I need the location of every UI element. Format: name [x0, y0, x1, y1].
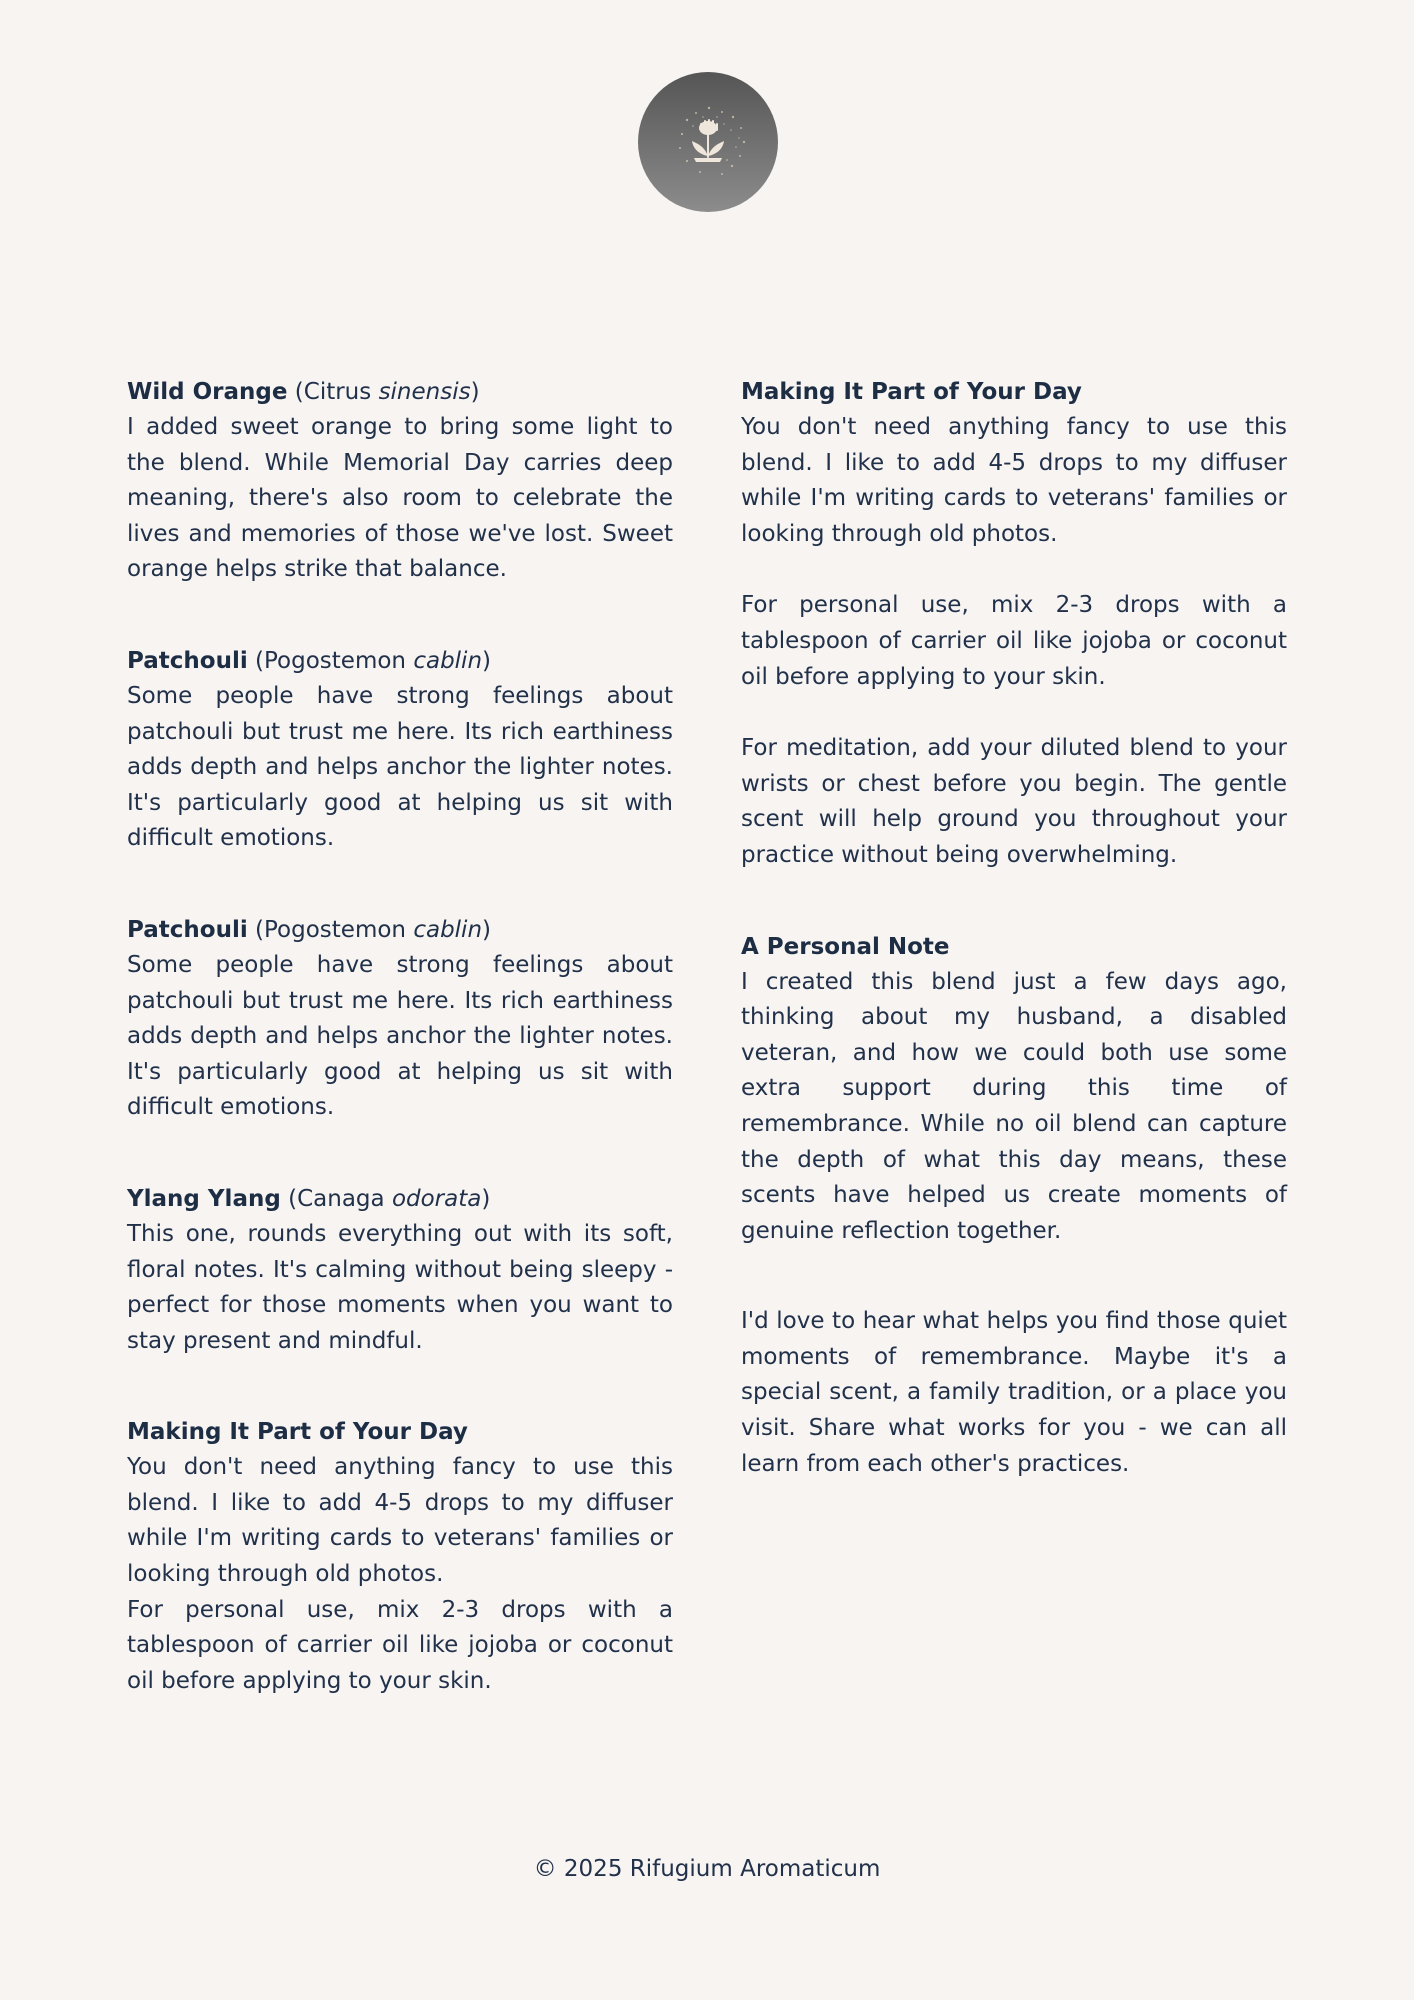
personal-note-section [741, 929, 1287, 1483]
oil-latin-name: (Pogostemon cablin) [255, 916, 492, 943]
footer-copyright: © 2025 Rifugium Aromaticum [533, 1856, 881, 1882]
oil-ylang-ylang [127, 1181, 673, 1359]
personal-note-paragraph: I created this blend just a few days ago, thinking about my husband, a disabled veteran, and how we could both use some extra support during this time of remembrance. While no oil blend can capture the depth of what this day means, these scents have helped us create moments of genuine reflection together. [741, 968, 1287, 1244]
personal-note-paragraph: I'd love to hear what helps you find those quiet moments of remembrance. Maybe it's a special scent, a family tradition, or a place you visit. Share what works for you - we can all learn from each other's practices. [741, 1308, 1287, 1477]
oil-heading [127, 1181, 673, 1217]
usage-paragraph: For meditation, add your diluted blend to your wrists or chest before you begin. The gentle scent will help ground you throughout your practice without being overwhelming. [741, 735, 1287, 868]
usage-paragraph: You don't need anything fancy to use this blend. I like to add 4-5 drops to my diffuser while I'm writing cards to veterans' families or looking through old photos. [127, 1454, 673, 1588]
oil-name: Wild Orange [127, 379, 288, 405]
section-heading: A Personal Note [741, 933, 950, 960]
oil-heading [127, 374, 673, 410]
oil-description: Some people have strong feelings about patchouli but trust me here. Its rich earthiness adds depth and helps anchor the lighter notes. It's particularly good at helping us sit with difficult emotions. [127, 951, 673, 1121]
oil-wild-orange [127, 374, 673, 588]
oil-latin-name: (Canaga odorata) [288, 1185, 491, 1212]
usage-paragraph: For personal use, mix 2-3 drops with a tablespoon of carrier oil like jojoba or coconut oil before applying to your skin. [741, 592, 1287, 690]
usage-section-left [127, 1414, 673, 1699]
oil-name: Ylang Ylang [127, 1185, 281, 1212]
oil-description: I added sweet orange to bring some light to the blend. While Memorial Day carries deep meaning, there's also room to celebrate the lives and memories of those we've lost. Sweet orange helps strike that balance. [127, 414, 673, 583]
left-column [127, 374, 673, 1754]
oil-patchouli-repeat [127, 912, 673, 1126]
right-column [741, 374, 1287, 1754]
usage-section-right [741, 374, 1287, 874]
oil-patchouli [127, 643, 673, 857]
oil-description: Some people have strong feelings about patchouli but trust me here. Its rich earthiness adds depth and helps anchor the lighter notes. It's particularly good at helping us sit with difficult emotions. [127, 682, 673, 852]
oil-heading [127, 912, 673, 948]
thistle-emblem-icon [638, 72, 778, 212]
usage-paragraph: For personal use, mix 2-3 drops with a tablespoon of carrier oil like jojoba or coconut oil before applying to your skin. [127, 1596, 673, 1694]
main-content [127, 374, 1287, 1754]
section-heading: Making It Part of Your Day [127, 1419, 468, 1446]
oil-description: This one, rounds everything out with its soft, floral notes. It's calming without being sleepy - perfect for those moments when you want to stay present and mindful. [127, 1220, 673, 1354]
usage-paragraph: You don't need anything fancy to use this blend. I like to add 4-5 drops to my diffuser while I'm writing cards to veterans' families or looking through old photos. [741, 414, 1287, 547]
oil-heading [127, 643, 673, 679]
oil-name: Patchouli [127, 916, 248, 943]
oil-latin-name: (Citrus sinensis) [294, 379, 480, 405]
oil-latin-name: (Pogostemon cablin) [255, 647, 492, 674]
brand-logo [638, 72, 778, 212]
oil-name: Patchouli [127, 647, 248, 674]
section-heading: Making It Part of Your Day [741, 379, 1082, 405]
